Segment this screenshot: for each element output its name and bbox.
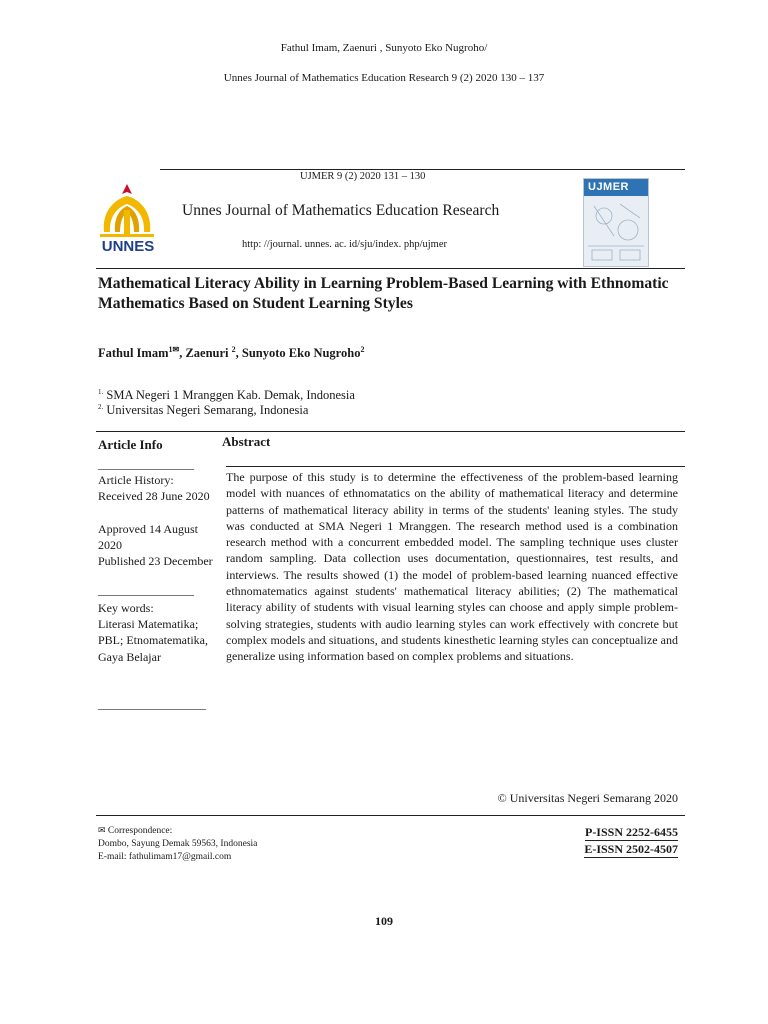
author-list: Fathul Imam$^{1✉}$, Zaenuri $^2$, Sunyoto Eko Nugroho$^2$ [98, 345, 365, 361]
cover-title: UJMER [584, 179, 648, 196]
cover-pattern-icon [584, 196, 648, 266]
article-info-heading: Article Info [98, 437, 163, 452]
article-history-label: Article History: [98, 473, 174, 487]
info-separator: ________________ [98, 457, 194, 471]
print-issn: P-ISSN 2252-6455 [584, 825, 678, 839]
correspondence-line [98, 824, 257, 838]
masthead-top-rule [160, 169, 685, 170]
info-top-rule [96, 431, 685, 432]
abstract-heading: Abstract [222, 434, 271, 449]
affiliation-text: SMA Negeri 1 Mranggen Kab. Demak, Indonesia [106, 388, 355, 403]
envelope-icon: ✉ [98, 825, 106, 835]
correspondence-label: Correspondence: [107, 826, 173, 836]
info-separator: ________________ [98, 583, 194, 597]
masthead-bottom-rule [96, 268, 685, 269]
unnes-logo [96, 180, 158, 260]
correspondence-address: Dombo, Sayung Demak 59563, Indonesia [98, 839, 258, 849]
approved-date: Approved 14 August 2020 [98, 522, 198, 553]
abstract-rule [226, 466, 685, 467]
correspondence-block [98, 824, 257, 864]
correspondence-email[interactable]: E-mail: fathulimam17@gmail.com [98, 852, 232, 862]
running-head-journal: Unnes Journal of Mathematics Education Research 9 (2) 2020 130 – 137 [223, 72, 545, 84]
affiliation-1 [98, 388, 355, 403]
issue-line: UJMER 9 (2) 2020 131 – 130 [300, 171, 426, 182]
logo-text: UNNES [101, 238, 155, 255]
author-sup: 2 [231, 345, 236, 354]
journal-cover-thumbnail [583, 178, 649, 267]
footer-rule [96, 815, 685, 816]
article-title: Mathematical Literacy Ability in Learning Problem-Based Learning with Ethnomatic Mathematics Based on Student Learning Styles [98, 275, 669, 312]
author-name: Fathul Imam [98, 346, 169, 361]
journal-name: Unnes Journal of Mathematics Education Research [182, 202, 500, 219]
affiliation-num: 2. [98, 403, 104, 411]
received-date: Received 28 June 2020 [98, 489, 210, 503]
author-sup: 2 [360, 345, 365, 354]
journal-url[interactable]: http: //journal. unnes. ac. id/sju/index. php/ujmer [242, 239, 448, 250]
keywords-label: Key words: [98, 601, 154, 615]
published-date: Published 23 December [98, 554, 213, 568]
page-number: 109 [375, 914, 393, 928]
author-name: Zaenuri [185, 346, 229, 361]
abstract-text: The purpose of this study is to determine the effectiveness of the problem-based learning model with nuances of ethnomatatics on the ability of mathematical literacy and determine patterns of mathematical literacy ability in terms of the students' leaning styles. The study was conducted at SMA Negeri 1 Mranggen. The research method used is a combination research method with a concurrent embedded model. The sampling technique uses cluster random sampling. Data collection uses documentation, questionnaires, test results, and interviews. The results showed (1) the model of problem-based learning nuanced effective ethnomatematics against students' mathematical literacy abilities; (2) The mathematical literacy ability of students with visual learning styles can choose and apply simple problem-solving strategies, students with audio learning styles can work effectively with concrete but complex models and situations, and students kinesthetic learning styles can conceptualize and generalize using information based on complex problems and situations. [226, 470, 678, 664]
author-name: Sunyoto Eko Nugroho [241, 346, 361, 361]
electronic-issn: E-ISSN 2502-4507 [584, 842, 678, 856]
affiliation-num: 1. [98, 388, 104, 396]
affiliation-2 [98, 403, 308, 418]
author-sup: 1✉ [168, 345, 180, 354]
affiliation-text: Universitas Negeri Semarang, Indonesia [106, 403, 309, 418]
keywords-list: Literasi Matematika; PBL; Etnomatematika, Gaya Belajar [98, 617, 208, 664]
running-head-authors: Fathul Imam, Zaenuri , Sunyoto Eko Nugroho/ [280, 42, 488, 54]
info-separator: __________________ [98, 697, 206, 711]
copyright-notice: © Universitas Negeri Semarang 2020 [497, 791, 678, 805]
